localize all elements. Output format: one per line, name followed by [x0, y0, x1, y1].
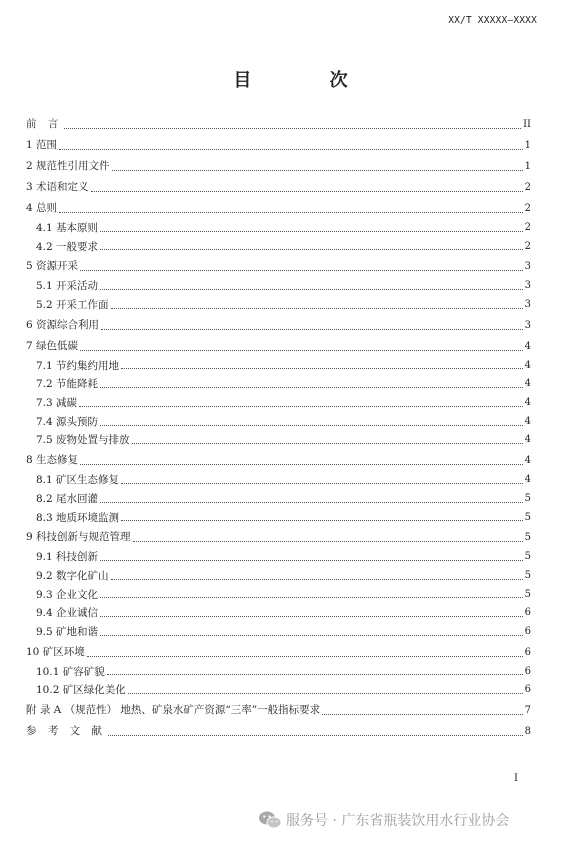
toc-entry[interactable] [26, 114, 531, 135]
toc-page-number: 5 [524, 492, 531, 504]
toc-entry-label: 5.1 开采活动 [36, 280, 99, 293]
toc-page-number: 3 [524, 280, 531, 292]
toc-dot-leader [80, 463, 523, 465]
toc-entry-label: 9.5 矿地和谐 [36, 625, 99, 638]
toc-dot-leader [91, 190, 523, 192]
toc-entry-label: 前 言 [26, 118, 63, 130]
toc-entry-label: 7.2 节能降耗 [36, 378, 99, 391]
toc-entry-label: 9.4 企业诚信 [36, 607, 99, 620]
toc-dot-leader [108, 734, 523, 736]
toc-dot-leader [100, 559, 523, 561]
toc-subentry[interactable] [26, 432, 531, 451]
toc-page-number: 2 [524, 221, 531, 233]
toc-entry-label: 附 录 A （规范性） 地热、矿泉水矿产资源“三率”一般指标要求 [26, 704, 321, 717]
watermark [258, 810, 509, 830]
toc-entry-label: 4 总则 [26, 202, 58, 214]
toc-page-number: 3 [524, 261, 531, 273]
toc-page-number: 6 [524, 684, 531, 696]
toc-entry-label: 8.2 尾水回灌 [36, 492, 99, 505]
toc-entry[interactable] [26, 450, 531, 471]
toc-dot-leader [59, 148, 523, 150]
toc-subentry[interactable] [26, 604, 531, 623]
toc-page-number: 5 [524, 551, 531, 563]
toc-dot-leader [128, 692, 523, 694]
toc-entry-label: 7.3 减碳 [36, 397, 78, 410]
toc-entry[interactable] [26, 721, 531, 742]
page-title: 目 次 [233, 70, 384, 91]
toc-dot-leader [121, 367, 523, 369]
wechat-icon [258, 810, 282, 830]
toc-entry-label: 4.1 基本原则 [36, 221, 99, 234]
toc-page-number: 6 [524, 665, 531, 677]
toc-dot-leader [64, 127, 521, 129]
toc-page-number: 4 [524, 397, 531, 409]
toc-page-number: 2 [524, 203, 531, 214]
toc-entry-label: 9.3 企业文化 [36, 588, 99, 601]
toc-dot-leader [121, 482, 523, 484]
toc-page-number: 5 [524, 511, 531, 523]
watermark-text: 服务号 · 广东省瓶装饮用水行业协会 [286, 813, 510, 829]
toc-subentry[interactable] [26, 357, 531, 376]
toc-page-number: 5 [524, 569, 531, 581]
toc-entry-label: 8.3 地质环境监测 [36, 511, 120, 524]
toc-dot-leader [100, 248, 523, 250]
toc-dot-leader [112, 169, 523, 171]
toc-entry[interactable] [26, 527, 531, 548]
toc-page-number: 2 [524, 240, 531, 252]
table-of-contents [26, 114, 531, 742]
toc-dot-leader [100, 288, 523, 290]
toc-entry[interactable] [26, 177, 531, 198]
toc-page-number: 4 [524, 455, 531, 467]
toc-dot-leader [59, 211, 523, 213]
toc-dot-leader [100, 424, 523, 426]
toc-dot-leader [79, 405, 523, 407]
toc-entry-label: 参 考 文 献 [26, 725, 107, 738]
toc-entry-label: 9.2 数字化矿山 [36, 569, 109, 582]
toc-page-number: 6 [524, 607, 531, 619]
document-code: XX/T XXXXX—XXXX [448, 15, 537, 26]
toc-entry-label: 7.5 废物处置与排放 [36, 434, 130, 447]
toc-entry-label: 10.2 矿区绿化美化 [36, 684, 126, 697]
toc-dot-leader [100, 596, 523, 598]
toc-subentry[interactable] [26, 277, 531, 296]
toc-entry-label: 4.2 一般要求 [36, 240, 99, 253]
toc-page-number: 4 [524, 415, 531, 427]
toc-entry[interactable] [26, 198, 531, 219]
toc-subentry[interactable] [26, 663, 531, 682]
toc-entry-label: 2 规范性引用文件 [26, 160, 110, 172]
toc-subentry[interactable] [26, 471, 531, 490]
toc-page-number: 5 [524, 532, 531, 544]
toc-page-number: 4 [524, 340, 531, 352]
toc-entry-label: 6 资源综合利用 [26, 318, 100, 331]
toc-page-number: 7 [524, 705, 531, 717]
toc-entry-label: 9 科技创新与规范管理 [26, 531, 131, 544]
toc-entry-label: 7.1 节约集约用地 [36, 359, 120, 372]
toc-subentry[interactable] [26, 681, 531, 700]
toc-entry-label: 1 范围 [26, 139, 58, 151]
toc-entry-label: 7 绿色低碳 [26, 339, 79, 352]
toc-dot-leader [100, 634, 523, 636]
toc-entry-label: 5 资源开采 [26, 260, 79, 273]
toc-dot-leader [100, 501, 523, 503]
toc-page-number: 6 [524, 646, 531, 658]
toc-page-number: 1 [524, 140, 531, 151]
toc-dot-leader [133, 540, 523, 542]
toc-dot-leader [111, 307, 523, 309]
toc-entry-label: 8 生态修复 [26, 454, 79, 467]
toc-entry-label: 8.1 矿区生态修复 [36, 474, 120, 487]
toc-dot-leader [80, 269, 523, 271]
toc-page-number: 4 [524, 359, 531, 371]
toc-entry[interactable] [26, 156, 531, 177]
toc-dot-leader [100, 230, 523, 232]
toc-subentry[interactable] [26, 490, 531, 509]
toc-dot-leader [322, 713, 522, 715]
toc-page-number: 6 [524, 625, 531, 637]
toc-entry[interactable] [26, 315, 531, 336]
toc-page-number: II [523, 119, 531, 130]
toc-subentry[interactable] [26, 238, 531, 257]
toc-dot-leader [100, 386, 523, 388]
toc-entry-label: 7.4 源头预防 [36, 415, 99, 428]
toc-entry[interactable] [26, 642, 531, 663]
toc-entry[interactable] [26, 700, 531, 721]
toc-subentry[interactable] [26, 548, 531, 567]
toc-dot-leader [132, 442, 523, 444]
toc-subentry[interactable] [26, 375, 531, 394]
toc-dot-leader [80, 349, 523, 351]
page-number: I [514, 773, 518, 784]
toc-subentry[interactable] [26, 623, 531, 642]
toc-page-number: 3 [524, 299, 531, 311]
toc-entry-label: 3 术语和定义 [26, 181, 89, 193]
toc-subentry[interactable] [26, 296, 531, 315]
toc-page-number: 4 [524, 434, 531, 446]
toc-entry-label: 10.1 矿容矿貌 [36, 665, 105, 678]
toc-entry[interactable] [26, 256, 531, 277]
toc-subentry[interactable] [26, 509, 531, 528]
toc-page-number: 4 [524, 474, 531, 486]
toc-dot-leader [111, 578, 523, 580]
toc-subentry[interactable] [26, 219, 531, 238]
toc-subentry[interactable] [26, 394, 531, 413]
toc-subentry[interactable] [26, 586, 531, 605]
toc-subentry[interactable] [26, 413, 531, 432]
toc-page-number: 2 [524, 182, 531, 193]
toc-entry-label: 5.2 开采工作面 [36, 299, 109, 312]
toc-page-number: 1 [524, 161, 531, 172]
toc-entry[interactable] [26, 135, 531, 156]
toc-page-number: 3 [524, 319, 531, 331]
toc-dot-leader [101, 328, 523, 330]
toc-dot-leader [121, 519, 523, 521]
toc-dot-leader [87, 655, 523, 657]
toc-dot-leader [100, 615, 523, 617]
toc-dot-leader [107, 673, 523, 675]
toc-entry-label: 9.1 科技创新 [36, 551, 99, 564]
toc-subentry[interactable] [26, 567, 531, 586]
toc-entry-label: 10 矿区环境 [26, 645, 85, 658]
toc-page-number: 8 [524, 726, 531, 738]
toc-page-number: 4 [524, 378, 531, 390]
toc-page-number: 5 [524, 588, 531, 600]
toc-entry[interactable] [26, 336, 531, 357]
